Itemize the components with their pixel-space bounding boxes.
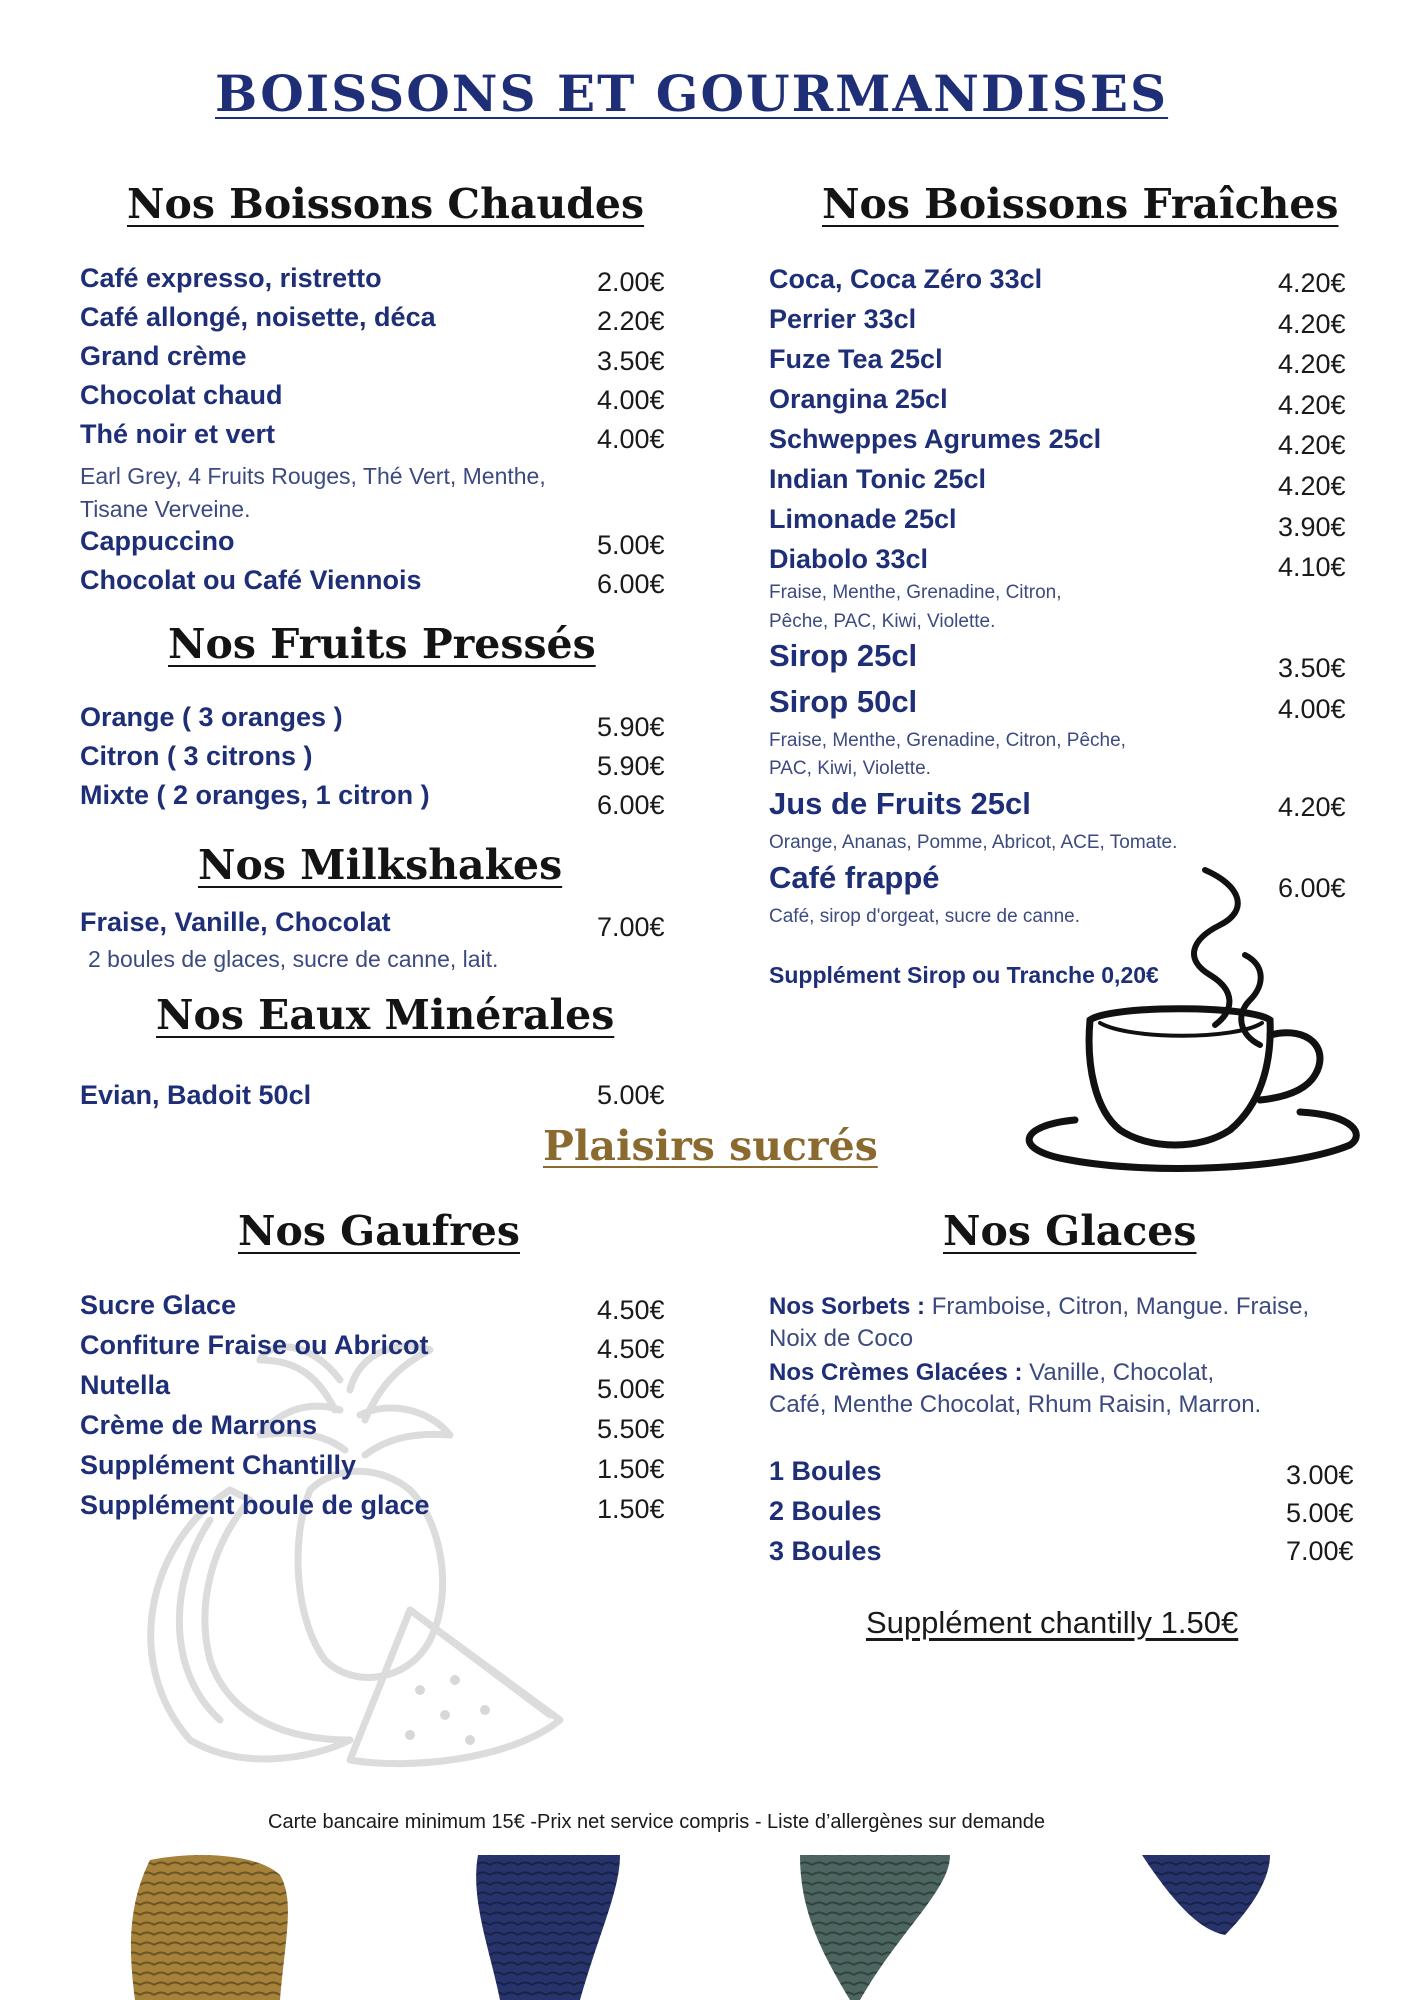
supplement-note: Supplément Sirop ou Tranche 0,20€ [769,962,1159,988]
supplement-chantilly: Supplément chantilly 1.50€ [866,1605,1239,1640]
item-description: Café, sirop d'orgeat, sucre de canne. [769,906,1080,927]
menu-item-price: 5.90€ [597,712,665,742]
menu-item-price: 5.00€ [1286,1498,1354,1528]
menu-item-price: 7.00€ [1286,1536,1354,1566]
menu-item-name: Café expresso, ristretto [80,263,382,293]
menu-item-price: 4.20€ [1278,309,1346,339]
menu-item-price: 7.00€ [597,912,665,942]
item-description: Fraise, Menthe, Grenadine, Citron, [769,582,1062,603]
menu-item-price: 4.10€ [1278,552,1346,582]
menu-item-price: 3.00€ [1286,1460,1354,1490]
sorbets-line [769,1290,1309,1323]
menu-item-name: Orange ( 3 oranges ) [80,702,343,732]
menu-item-price: 4.00€ [597,424,665,454]
menu-item-name: Café allongé, noisette, déca [80,302,436,332]
menu-item-name: Thé noir et vert [80,419,276,449]
menu-item-name: Grand crème [80,341,247,371]
menu-item-name: Fuze Tea 25cl [769,344,943,374]
menu-item-price: 3.50€ [597,346,665,376]
menu-item-price: 4.20€ [1278,471,1346,501]
item-description: Fraise, Menthe, Grenadine, Citron, Pêche, [769,730,1126,751]
menu-item-price: 1.50€ [597,1494,665,1524]
menu-item-price: 6.00€ [597,569,665,599]
menu-item-name: Fraise, Vanille, Chocolat [80,907,391,937]
menu-item-name: Evian, Badoit 50cl [80,1080,312,1110]
menu-item-price: 5.00€ [597,1374,665,1404]
menu-item-name: Supplément Chantilly [80,1450,357,1480]
menu-item-price: 6.00€ [1278,873,1346,903]
sorbets-flavors: Framboise, Citron, Mangue. Fraise, [925,1293,1310,1320]
menu-item-price: 6.00€ [597,790,665,820]
menu-item-name: Orangina 25cl [769,384,948,414]
oyster-navy-icon [476,1855,620,2000]
menu-item-name: Mixte ( 2 oranges, 1 citron ) [80,780,430,810]
menu-item-name: Citron ( 3 citrons ) [80,741,313,771]
menu-item-name: Chocolat chaud [80,380,283,410]
menu-item-name: Supplément boule de glace [80,1490,430,1520]
menu-item-name: Jus de Fruits 25cl [769,786,1031,821]
menu-item-name: Sucre Glace [80,1290,237,1320]
menu-item-price: 4.20€ [1278,390,1346,420]
menu-item-name: 2 Boules [769,1496,882,1526]
menu-item-name: Limonade 25cl [769,504,957,534]
page-title: BOISSONS ET GOURMANDISES [215,64,1169,123]
menu-item-price: 4.20€ [1278,792,1346,822]
menu-item-price: 3.90€ [1278,512,1346,542]
section-title-milkshakes: Nos Milkshakes [198,841,563,889]
sorbets-flavors-cont: Noix de Coco [769,1325,914,1352]
section-title-fruits-presses: Nos Fruits Pressés [168,620,596,668]
cremes-line [769,1356,1214,1389]
menu-item-name: Cappuccino [80,526,235,556]
menu-item-price: 4.20€ [1278,349,1346,379]
menu-item-price: 5.90€ [597,751,665,781]
menu-item-price: 2.00€ [597,267,665,297]
section-title-glaces: Nos Glaces [943,1207,1197,1255]
item-description: Tisane Verveine. [80,496,251,522]
menu-item-price: 3.50€ [1278,653,1346,683]
menu-item-name: Sirop 25cl [769,638,918,673]
menu-item-name: Confiture Fraise ou Abricot [80,1330,429,1360]
menu-item-name: Indian Tonic 25cl [769,464,987,494]
menu-item-name: Chocolat ou Café Viennois [80,565,422,595]
menu-item-price: 4.00€ [1278,694,1346,724]
menu-item-price: 4.20€ [1278,268,1346,298]
menu-item-price: 5.00€ [597,1080,665,1110]
fruit-illustration [110,1340,610,1780]
sorbets-label: Nos Sorbets : [769,1293,926,1320]
section-title-boissons-fraiches: Nos Boissons Fraîches [822,180,1339,228]
oyster-green-icon [800,1855,950,2000]
menu-item-price: 5.00€ [597,530,665,560]
item-description: PAC, Kiwi, Violette. [769,758,931,779]
cremes-flavors: Vanille, Chocolat, [1022,1359,1215,1386]
item-description: Pêche, PAC, Kiwi, Violette. [769,611,996,632]
menu-item-name: Nutella [80,1370,171,1400]
footer-note: Carte bancaire minimum 15€ -Prix net service compris - Liste d’allergènes sur demande [268,1811,1045,1833]
section-title-gaufres: Nos Gaufres [238,1207,520,1255]
menu-item-name: Diabolo 33cl [769,544,929,574]
menu-item-name: Coca, Coca Zéro 33cl [769,264,1043,294]
section-title-boissons-chaudes: Nos Boissons Chaudes [127,180,645,228]
menu-item-name: Perrier 33cl [769,304,917,334]
menu-item-name: Café frappé [769,860,940,895]
menu-item-name: Sirop 50cl [769,684,918,719]
menu-item-name: 1 Boules [769,1456,882,1486]
menu-item-price: 4.00€ [597,385,665,415]
item-description: Earl Grey, 4 Fruits Rouges, Thé Vert, Menthe, [80,463,546,489]
menu-item-price: 4.20€ [1278,430,1346,460]
menu-item-name: Schweppes Agrumes 25cl [769,424,1102,454]
menu-item-name: Crème de Marrons [80,1410,318,1440]
item-description: Orange, Ananas, Pomme, Abricot, ACE, Tomate. [769,832,1178,853]
oyster-navy-small-icon [1142,1855,1270,1935]
menu-item-price: 2.20€ [597,306,665,336]
menu-item-price: 4.50€ [597,1334,665,1364]
cremes-label: Nos Crèmes Glacées : [769,1359,1023,1386]
section-title-eaux-minerales: Nos Eaux Minérales [156,991,615,1039]
plaisirs-sucres-title: Plaisirs sucrés [543,1122,878,1170]
menu-item-price: 5.50€ [597,1414,665,1444]
item-description: 2 boules de glaces, sucre de canne, lait. [88,946,499,972]
menu-item-price: 4.50€ [597,1295,665,1325]
menu-item-name: 3 Boules [769,1536,882,1566]
menu-item-price: 1.50€ [597,1454,665,1484]
oyster-brown-icon [131,1855,288,2000]
cremes-flavors-cont: Café, Menthe Chocolat, Rhum Raisin, Marron. [769,1391,1262,1418]
oyster-illustrations [0,1850,1414,2000]
